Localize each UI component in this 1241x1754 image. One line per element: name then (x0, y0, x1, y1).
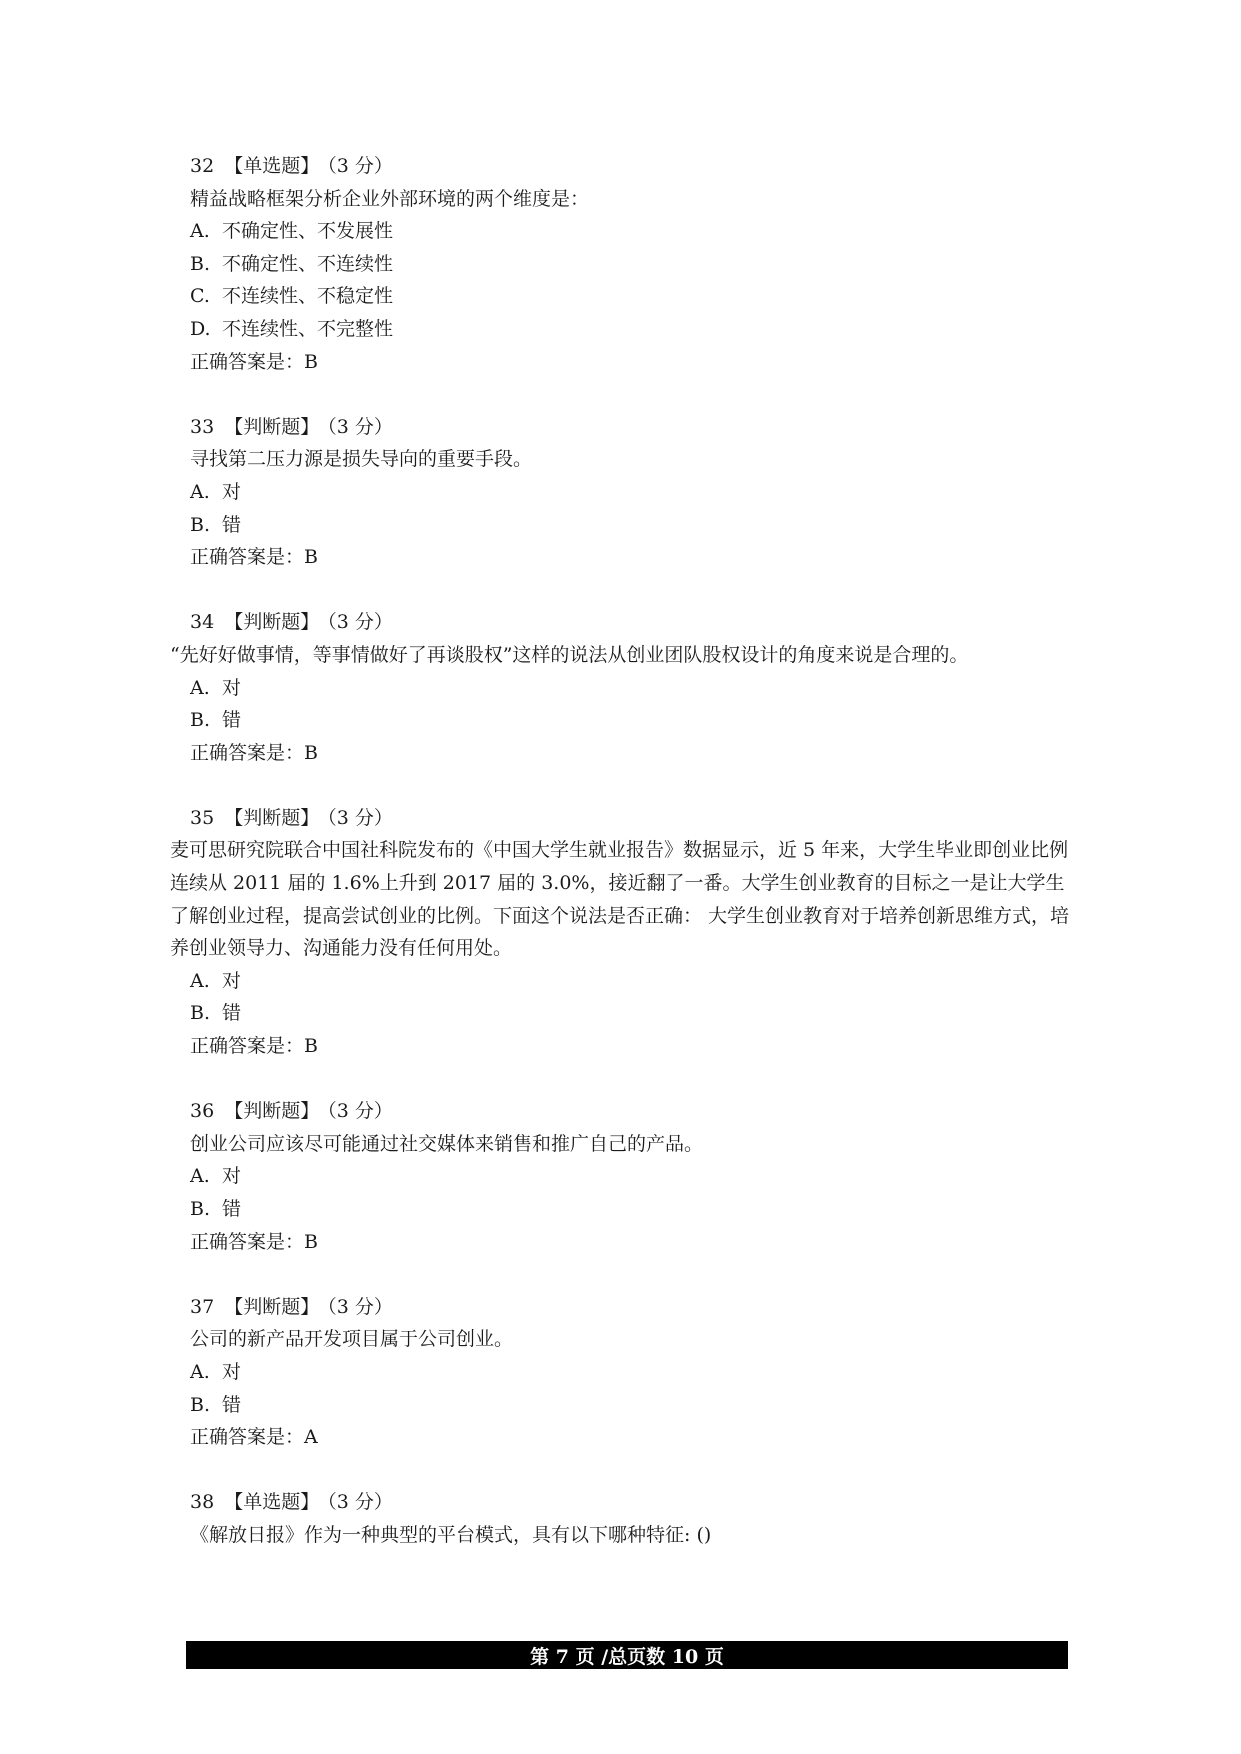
option-b (190, 704, 1070, 737)
question-score: （3 分） (327, 155, 393, 177)
question-37 (190, 1291, 1070, 1454)
option-text: 不连续性、不完整性 (222, 317, 394, 340)
question-stem: 《解放日报》作为一种典型的平台模式，具有以下哪种特征: () (190, 1523, 712, 1546)
spacer (190, 1258, 1070, 1291)
spacer (190, 769, 1070, 802)
option-key: B. (190, 709, 211, 732)
question-number: 35 (190, 806, 215, 829)
question-33 (190, 411, 1070, 574)
option-text: 错 (222, 513, 242, 536)
option-key: A. (190, 480, 210, 503)
question-number: 38 (190, 1491, 215, 1514)
option-key: B. (190, 513, 211, 536)
spacer (190, 574, 1070, 607)
question-score: （3 分） (327, 1295, 393, 1318)
option-a (190, 476, 1070, 509)
question-38 (190, 1486, 1070, 1551)
question-header (190, 606, 1070, 639)
option-key: A. (190, 220, 210, 243)
option-text: 不连续性、不稳定性 (222, 285, 394, 308)
question-type: 【判断题】 (224, 611, 320, 634)
option-text: 对 (222, 1165, 242, 1188)
option-key: D. (190, 317, 211, 340)
option-text: 对 (222, 969, 242, 992)
option-key: B. (190, 1393, 211, 1416)
correct-answer: 正确答案是：B (190, 741, 318, 764)
option-key: A. (190, 1165, 210, 1188)
option-text: 错 (222, 709, 242, 732)
option-text: 对 (222, 676, 242, 699)
question-type: 【判断题】 (224, 806, 320, 829)
option-a (190, 1160, 1070, 1193)
question-35 (170, 802, 1070, 1063)
correct-answer: 正确答案是：A (190, 1426, 318, 1449)
question-type: 【单选题】 (224, 1491, 320, 1514)
option-key: C. (190, 285, 210, 308)
option-c (190, 280, 1070, 313)
question-number: 37 (190, 1295, 215, 1318)
question-36 (190, 1095, 1070, 1258)
correct-answer: 正确答案是：B (190, 546, 318, 569)
question-type: 【单选题】 (224, 155, 320, 177)
question-score: （3 分） (327, 611, 393, 634)
question-stem: 寻找第二压力源是损失导向的重要手段。 (190, 448, 533, 471)
correct-answer: 正确答案是：B (190, 1035, 318, 1058)
question-score: （3 分） (327, 1100, 393, 1123)
question-34 (170, 606, 1070, 769)
option-key: A. (190, 1360, 210, 1383)
option-a (190, 965, 1070, 998)
page-content (170, 150, 1070, 1552)
option-key: A. (190, 676, 210, 699)
option-text: 错 (222, 1393, 242, 1416)
question-type: 【判断题】 (224, 1100, 320, 1123)
option-b (190, 248, 1070, 281)
question-type: 【判断题】 (224, 1295, 320, 1318)
question-number: 34 (190, 611, 215, 634)
option-b (190, 997, 1070, 1030)
question-header (190, 1291, 1070, 1324)
option-text: 错 (222, 1002, 242, 1025)
question-header (190, 150, 1070, 183)
question-number: 33 (190, 415, 215, 438)
question-stem: 创业公司应该尽可能通过社交媒体来销售和推广自己的产品。 (190, 1132, 704, 1155)
page-number-text: 第 7 页 /总页数 10 页 (530, 1645, 724, 1668)
option-text: 对 (222, 1360, 242, 1383)
option-key: B. (190, 252, 211, 275)
question-score: （3 分） (327, 415, 393, 438)
question-stem: “先好好做事情，等事情做好了再谈股权”这样的说法从创业团队股权设计的角度来说是合理的。 (170, 643, 969, 666)
option-text: 不确定性、不连续性 (222, 252, 394, 275)
question-type: 【判断题】 (224, 415, 320, 438)
option-key: B. (190, 1002, 211, 1025)
option-text: 对 (222, 480, 242, 503)
spacer (190, 378, 1070, 411)
question-number: 36 (190, 1100, 215, 1123)
option-key: A. (190, 969, 210, 992)
spacer (190, 1454, 1070, 1487)
option-text: 错 (222, 1198, 242, 1220)
correct-answer: 正确答案是：B (190, 350, 318, 373)
question-header (190, 1095, 1070, 1128)
question-score: （3 分） (327, 1491, 393, 1514)
option-b (190, 1389, 1070, 1422)
page-footer-bar (186, 1641, 1068, 1669)
option-a (190, 672, 1070, 705)
option-b (190, 509, 1070, 542)
spacer (190, 1063, 1070, 1096)
question-header (190, 802, 1070, 835)
option-text: 不确定性、不发展性 (222, 220, 394, 243)
option-d (190, 313, 1070, 346)
option-a (190, 215, 1070, 248)
question-32 (190, 150, 1070, 378)
question-stem: 精益战略框架分析企业外部环境的两个维度是： (190, 187, 590, 210)
question-header (190, 411, 1070, 444)
question-number: 32 (190, 155, 215, 177)
correct-answer: 正确答案是：B (190, 1230, 318, 1253)
question-header (190, 1486, 1070, 1519)
question-stem: 麦可思研究院联合中国社科院发布的《中国大学生就业报告》数据显示，近 5 年来，大学生毕业即创业比例连续从 2011 届的 1.6%上升到 2017 届的 3.0%，接近翻了一番。大学生创业教育的目标之一是让大学生了解创业过程，提高尝试创业的比例。下面这个说法是否正确： 大学生创业教育对于培养创新思维方式，培养创业领导力、沟通能力没有任何用处。 (170, 839, 1070, 960)
option-a (190, 1356, 1070, 1389)
option-b (190, 1193, 1070, 1226)
question-stem: 公司的新产品开发项目属于公司创业。 (190, 1328, 514, 1351)
option-key: B. (190, 1198, 211, 1220)
question-score: （3 分） (327, 806, 393, 829)
